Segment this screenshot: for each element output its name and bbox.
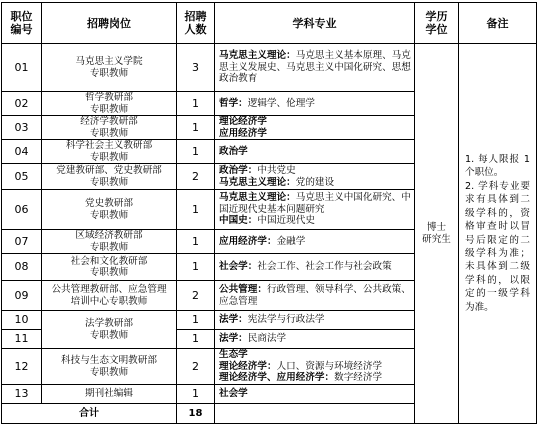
table-row	[2, 44, 537, 92]
subject-requirement: 法学：宪法学与行政法学	[215, 311, 415, 330]
hire-count: 1	[177, 254, 215, 281]
hire-count: 2	[177, 349, 215, 385]
note-item: 1. 每人限报 1 个职位。	[465, 154, 530, 179]
subject-requirement: 马克思主义理论：马克思主义中国化研究、中国近现代史基本问题研究 中国史：中国近现代史	[215, 190, 415, 230]
header-row	[2, 3, 537, 44]
hire-count: 1	[177, 140, 215, 164]
subject-requirement: 应用经济学：金融学	[215, 230, 415, 254]
position-code: 10	[2, 311, 42, 330]
subject-requirement: 社会学：社会工作、社会工作与社会政策	[215, 254, 415, 281]
subject-requirement: 公共管理：行政管理、领导科学、公共政策、应急管理	[215, 281, 415, 311]
position-code: 01	[2, 44, 42, 92]
hire-count: 1	[177, 385, 215, 404]
position-code: 12	[2, 349, 42, 385]
header-post: 招聘岗位	[42, 3, 177, 44]
subject-requirement: 政治学：中共党史 马克思主义理论：党的建设	[215, 164, 415, 190]
position-post: 公共管理教研部、应急管理 培训中心专职教师	[42, 281, 177, 311]
subject-requirement: 生态学 理论经济学：人口、资源与环境经济学 理论经济学、应用经济学：数字经济学	[215, 349, 415, 385]
position-post: 区域经济教研部 专职教师	[42, 230, 177, 254]
hire-count: 1	[177, 330, 215, 349]
subject-requirement: 哲学：逻辑学、伦理学	[215, 92, 415, 116]
position-post: 党建教研部、党史教研部 专职教师	[42, 164, 177, 190]
header-edu: 学历 学位	[415, 3, 459, 44]
notes-cell	[459, 44, 537, 424]
position-post: 期刊社编辑	[42, 385, 177, 404]
position-post: 科学社会主义教研部 专职教师	[42, 140, 177, 164]
position-post: 哲学教研部 专职教师	[42, 92, 177, 116]
education-requirement: 博士 研究生	[415, 44, 459, 424]
header-count: 招聘 人数	[177, 3, 215, 44]
total-count: 18	[177, 404, 215, 424]
total-empty	[215, 404, 415, 424]
position-code: 13	[2, 385, 42, 404]
position-post: 法学教研部 专职教师	[42, 311, 177, 349]
subject-requirement: 法学：民商法学	[215, 330, 415, 349]
note-item: 2. 学科专业要求有具体到二级学科的，资格审查时以冒号后限定的二级学科为准；未具体到二级学科的，以限定的一级学科为准。	[465, 180, 530, 313]
total-label: 合计	[2, 404, 177, 424]
hire-count: 3	[177, 44, 215, 92]
header-note: 备注	[459, 3, 537, 44]
position-code: 03	[2, 116, 42, 140]
position-post: 马克思主义学院 专职教师	[42, 44, 177, 92]
subject-requirement: 社会学	[215, 385, 415, 404]
position-code: 08	[2, 254, 42, 281]
recruitment-table	[1, 2, 537, 424]
header-major: 学科专业	[215, 3, 415, 44]
position-code: 02	[2, 92, 42, 116]
position-post: 科技与生态文明教研部 专职教师	[42, 349, 177, 385]
position-post: 经济学教研部 专职教师	[42, 116, 177, 140]
hire-count: 2	[177, 164, 215, 190]
header-code: 职位 编号	[2, 3, 42, 44]
subject-requirement: 理论经济学 应用经济学	[215, 116, 415, 140]
position-code: 09	[2, 281, 42, 311]
position-post: 社会和文化教研部 专职教师	[42, 254, 177, 281]
subject-requirement: 马克思主义理论：马克思主义基本原理、马克思主义发展史、马克思主义中国化研究、思想政治教育	[215, 44, 415, 92]
position-post: 党史教研部 专职教师	[42, 190, 177, 230]
position-code: 07	[2, 230, 42, 254]
hire-count: 1	[177, 190, 215, 230]
position-code: 11	[2, 330, 42, 349]
hire-count: 1	[177, 116, 215, 140]
hire-count: 1	[177, 92, 215, 116]
position-code: 05	[2, 164, 42, 190]
hire-count: 2	[177, 281, 215, 311]
hire-count: 1	[177, 230, 215, 254]
position-code: 04	[2, 140, 42, 164]
hire-count: 1	[177, 311, 215, 330]
position-code: 06	[2, 190, 42, 230]
subject-requirement: 政治学	[215, 140, 415, 164]
